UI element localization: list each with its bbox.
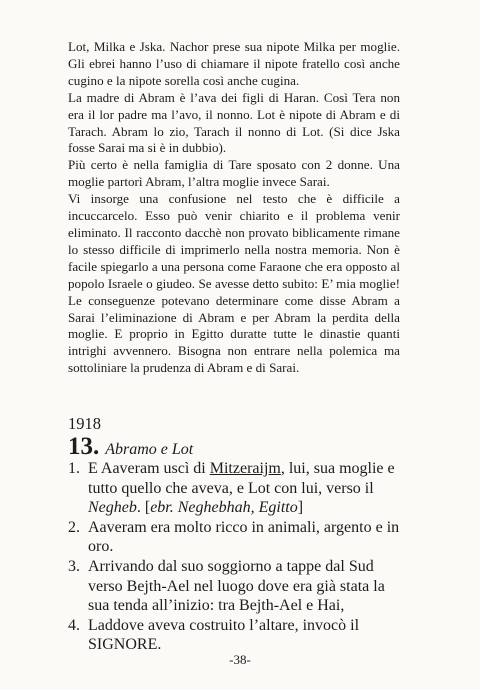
verse-text: Arrivando dal suo soggiorno a tappe dal Sud verso Bejth-Ael nel luogo dove era già stata la sua tenda all’inizio: tra Bejth-Ael e Hai, — [88, 557, 385, 615]
commentary-text — [68, 39, 400, 377]
commentary-paragraph: La madre di Abram è l’ava dei figli di Haran. Così Tera non era il lor padre ma l’avo, il nonno. Lot è nipote di Abram e di Tarach. Abram lo zio, Tarach il nonno di Lot. (Si dice Jska fosse Sarai ma si è in dubbio). — [68, 89, 400, 156]
verse-item — [68, 557, 404, 616]
year-label: 1918 — [68, 414, 101, 433]
verse-list — [68, 459, 404, 655]
verse-number: 1. — [68, 460, 80, 477]
commentary-paragraph: Lot, Milka e Jska. Nachor prese sua nipote Milka per moglie. Gli ebrei hanno l’uso di chiamare il nipote fratello così anche cugino e la nipote sorella così anche cugina. — [68, 39, 400, 88]
verse-item — [68, 616, 404, 655]
verse-item — [68, 518, 404, 557]
verse-number: 4. — [68, 616, 80, 634]
verse-text: Laddove aveva costruito l’altare, invocò il SIGNORE. — [88, 616, 360, 654]
verse-number: 2. — [68, 518, 80, 536]
verse-note: ebr. Neghebhah, Egitto — [150, 499, 298, 517]
verse-text: Aaveram era molto ricco in animali, argento e in oro. — [88, 518, 400, 556]
verse-place-name: Negheb — [88, 499, 137, 517]
chapter-heading — [68, 435, 193, 462]
verse-place-name: Mitzeraijm — [209, 460, 281, 477]
commentary-paragraph: Vi insorge una confusione nel testo che è difficile a incuccarcelo. Esso può venir chiarito e il problema venir eliminato. Il racconto dacchè non provato biblicamente rimane lo stesso difficile di imprimerlo nella nostra memoria. Non è facile spiegarlo a una persona come Faraone che era opposto al popolo Israele o giudeo. Se avesse detto subito: E’ mia moglie! Le conseguenze potevano determinare come disse Abram a Sarai l’eliminazione di Abram e per Abram la perdita della moglie. E proprio in Egitto duratte tutte le dinastie quanti intrighi avvennero. Bisogna non entrare nella polemica ma sottoliniare la prudenza di Abram e di Sarai. — [68, 191, 400, 376]
verse-text: ] — [297, 499, 304, 517]
chapter-title: Abramo e Lot — [105, 441, 194, 458]
verse-text: . [ — [136, 499, 151, 517]
verse-text: , lui, sua moglie e tutto quello che aveva, e Lot con lui, verso il — [88, 460, 395, 497]
chapter-number: 13. — [68, 433, 100, 460]
verse-number: 3. — [68, 557, 80, 575]
page-number: -38- — [229, 652, 251, 667]
verse-text: E Aaveram uscì di — [88, 460, 210, 477]
verse-item — [68, 459, 404, 518]
commentary-paragraph: Più certo è nella famiglia di Tare sposato con 2 donne. Una moglie partorì Abram, l’altra moglie invece Sarai. — [68, 157, 400, 190]
